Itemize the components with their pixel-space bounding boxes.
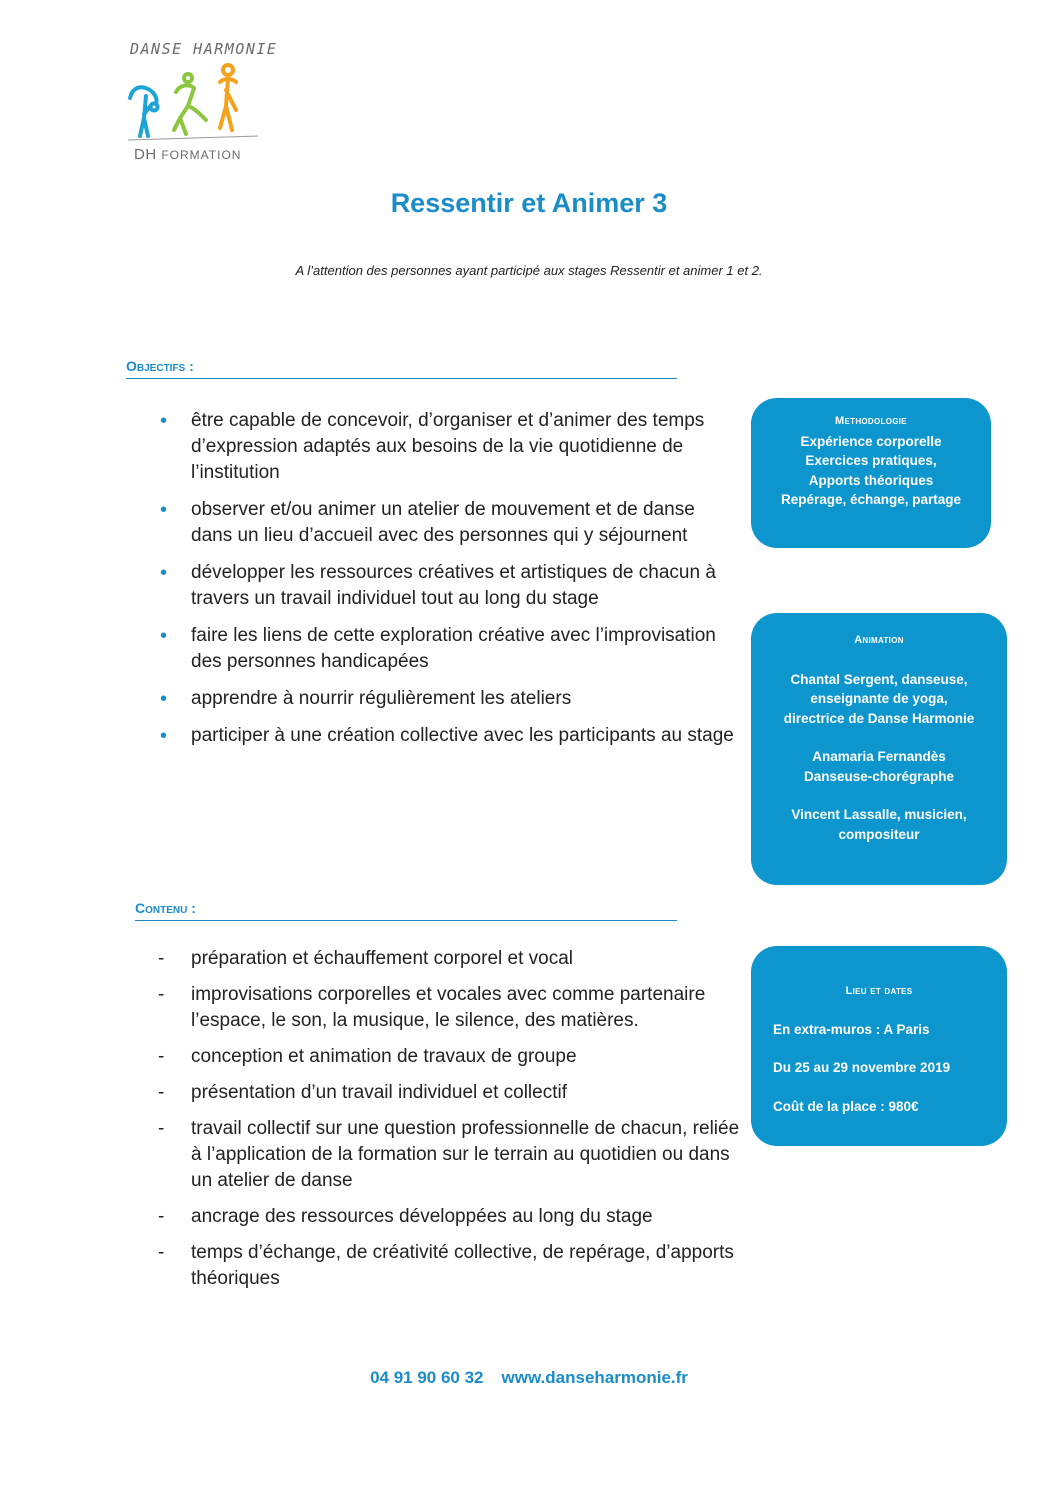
- footer-website-link[interactable]: www.danseharmonie.fr: [501, 1368, 688, 1387]
- animator-line: directrice de Danse Harmonie: [783, 710, 975, 726]
- animator-line: Chantal Sergent, danseuse,: [790, 671, 968, 687]
- logo-brand-text: DANSE HARMONIE: [130, 40, 278, 58]
- list-item: • participer à une création collective avec les participants au stage: [160, 723, 735, 749]
- animator-entry: [751, 747, 1007, 786]
- page-subtitle: A l’attention des personnes ayant participé aux stages Ressentir et animer 1 et 2.: [295, 263, 763, 278]
- lieu-line: En extra-muros : A Paris: [773, 1021, 930, 1037]
- animator-entry: [751, 670, 1007, 729]
- methodologie-box: [751, 398, 991, 548]
- lieu-dates-box: [751, 946, 1007, 1146]
- list-item: • faire les liens de cette exploration créative avec l’improvisation des personnes handicapées: [160, 623, 735, 675]
- methodologie-line: Repérage, échange, partage: [780, 492, 962, 507]
- methodologie-line: Apports théoriques: [808, 472, 934, 488]
- logo-sub-prefix: DH: [134, 146, 157, 163]
- contenu-heading: Contenu :: [135, 900, 677, 921]
- footer: [0, 1368, 1058, 1388]
- list-item: - improvisations corporelles et vocales avec comme partenaire l’espace, le son, la musique, le silence, des matières.: [158, 982, 748, 1034]
- list-item: • apprendre à nourrir régulièrement les ateliers: [160, 686, 735, 712]
- list-item: - conception et animation de travaux de groupe: [158, 1044, 748, 1070]
- animation-title: Animation: [854, 634, 904, 646]
- methodologie-line: Exercices pratiques,: [805, 453, 937, 468]
- list-item: - présentation d’un travail individuel et collectif: [158, 1080, 748, 1106]
- animator-line: enseignante de yoga,: [810, 691, 948, 706]
- list-item: • être capable de concevoir, d’organiser et d’animer des temps d’expression adaptés aux besoins de la vie quotidienne de l’institution: [160, 408, 735, 486]
- animator-entry: [751, 805, 1007, 844]
- dates-line: Du 25 au 29 novembre 2019: [773, 1060, 951, 1075]
- list-item: - travail collectif sur une question professionnelle de chacun, reliée à l’application de la formation sur le terrain au quotidien ou dans un atelier de danse: [158, 1116, 748, 1194]
- list-item: • développer les ressources créatives et artistiques de chacun à travers un travail individuel tout au long du stage: [160, 560, 735, 612]
- logo-sub-suffix: FORMATION: [161, 148, 242, 162]
- page-title: Ressentir et Animer 3: [390, 188, 668, 218]
- footer-phone: 04 91 90 60 32: [370, 1368, 484, 1387]
- animator-line: Danseuse-chorégraphe: [803, 768, 955, 784]
- contenu-list: [158, 946, 748, 1302]
- list-item: - ancrage des ressources développées au long du stage: [158, 1204, 748, 1230]
- list-item: • observer et/ou animer un atelier de mouvement et de danse dans un lieu d’accueil avec des personnes qui y séjournent: [160, 497, 735, 549]
- logo: [122, 36, 278, 166]
- list-item: - préparation et échauffement corporel et vocal: [158, 946, 748, 972]
- animation-box: [751, 613, 1007, 885]
- objectifs-heading: Objectifs :: [126, 358, 677, 379]
- logo-subtitle: [134, 146, 241, 163]
- list-item: - temps d’échange, de créativité collective, de repérage, d’apports théoriques: [158, 1240, 748, 1292]
- animator-line: compositeur: [838, 826, 920, 842]
- methodologie-line: Expérience corporelle: [800, 433, 942, 449]
- objectifs-list: [160, 408, 735, 760]
- dancers-logo-icon: [122, 58, 272, 148]
- animator-line: Anamaria Fernandès: [812, 749, 946, 764]
- lieu-dates-title: Lieu et dates: [845, 985, 913, 997]
- animator-line: Vincent Lassalle, musicien,: [791, 807, 967, 822]
- methodologie-title: Methodologie: [835, 415, 907, 427]
- price-line: Coût de la place : 980€: [773, 1098, 919, 1114]
